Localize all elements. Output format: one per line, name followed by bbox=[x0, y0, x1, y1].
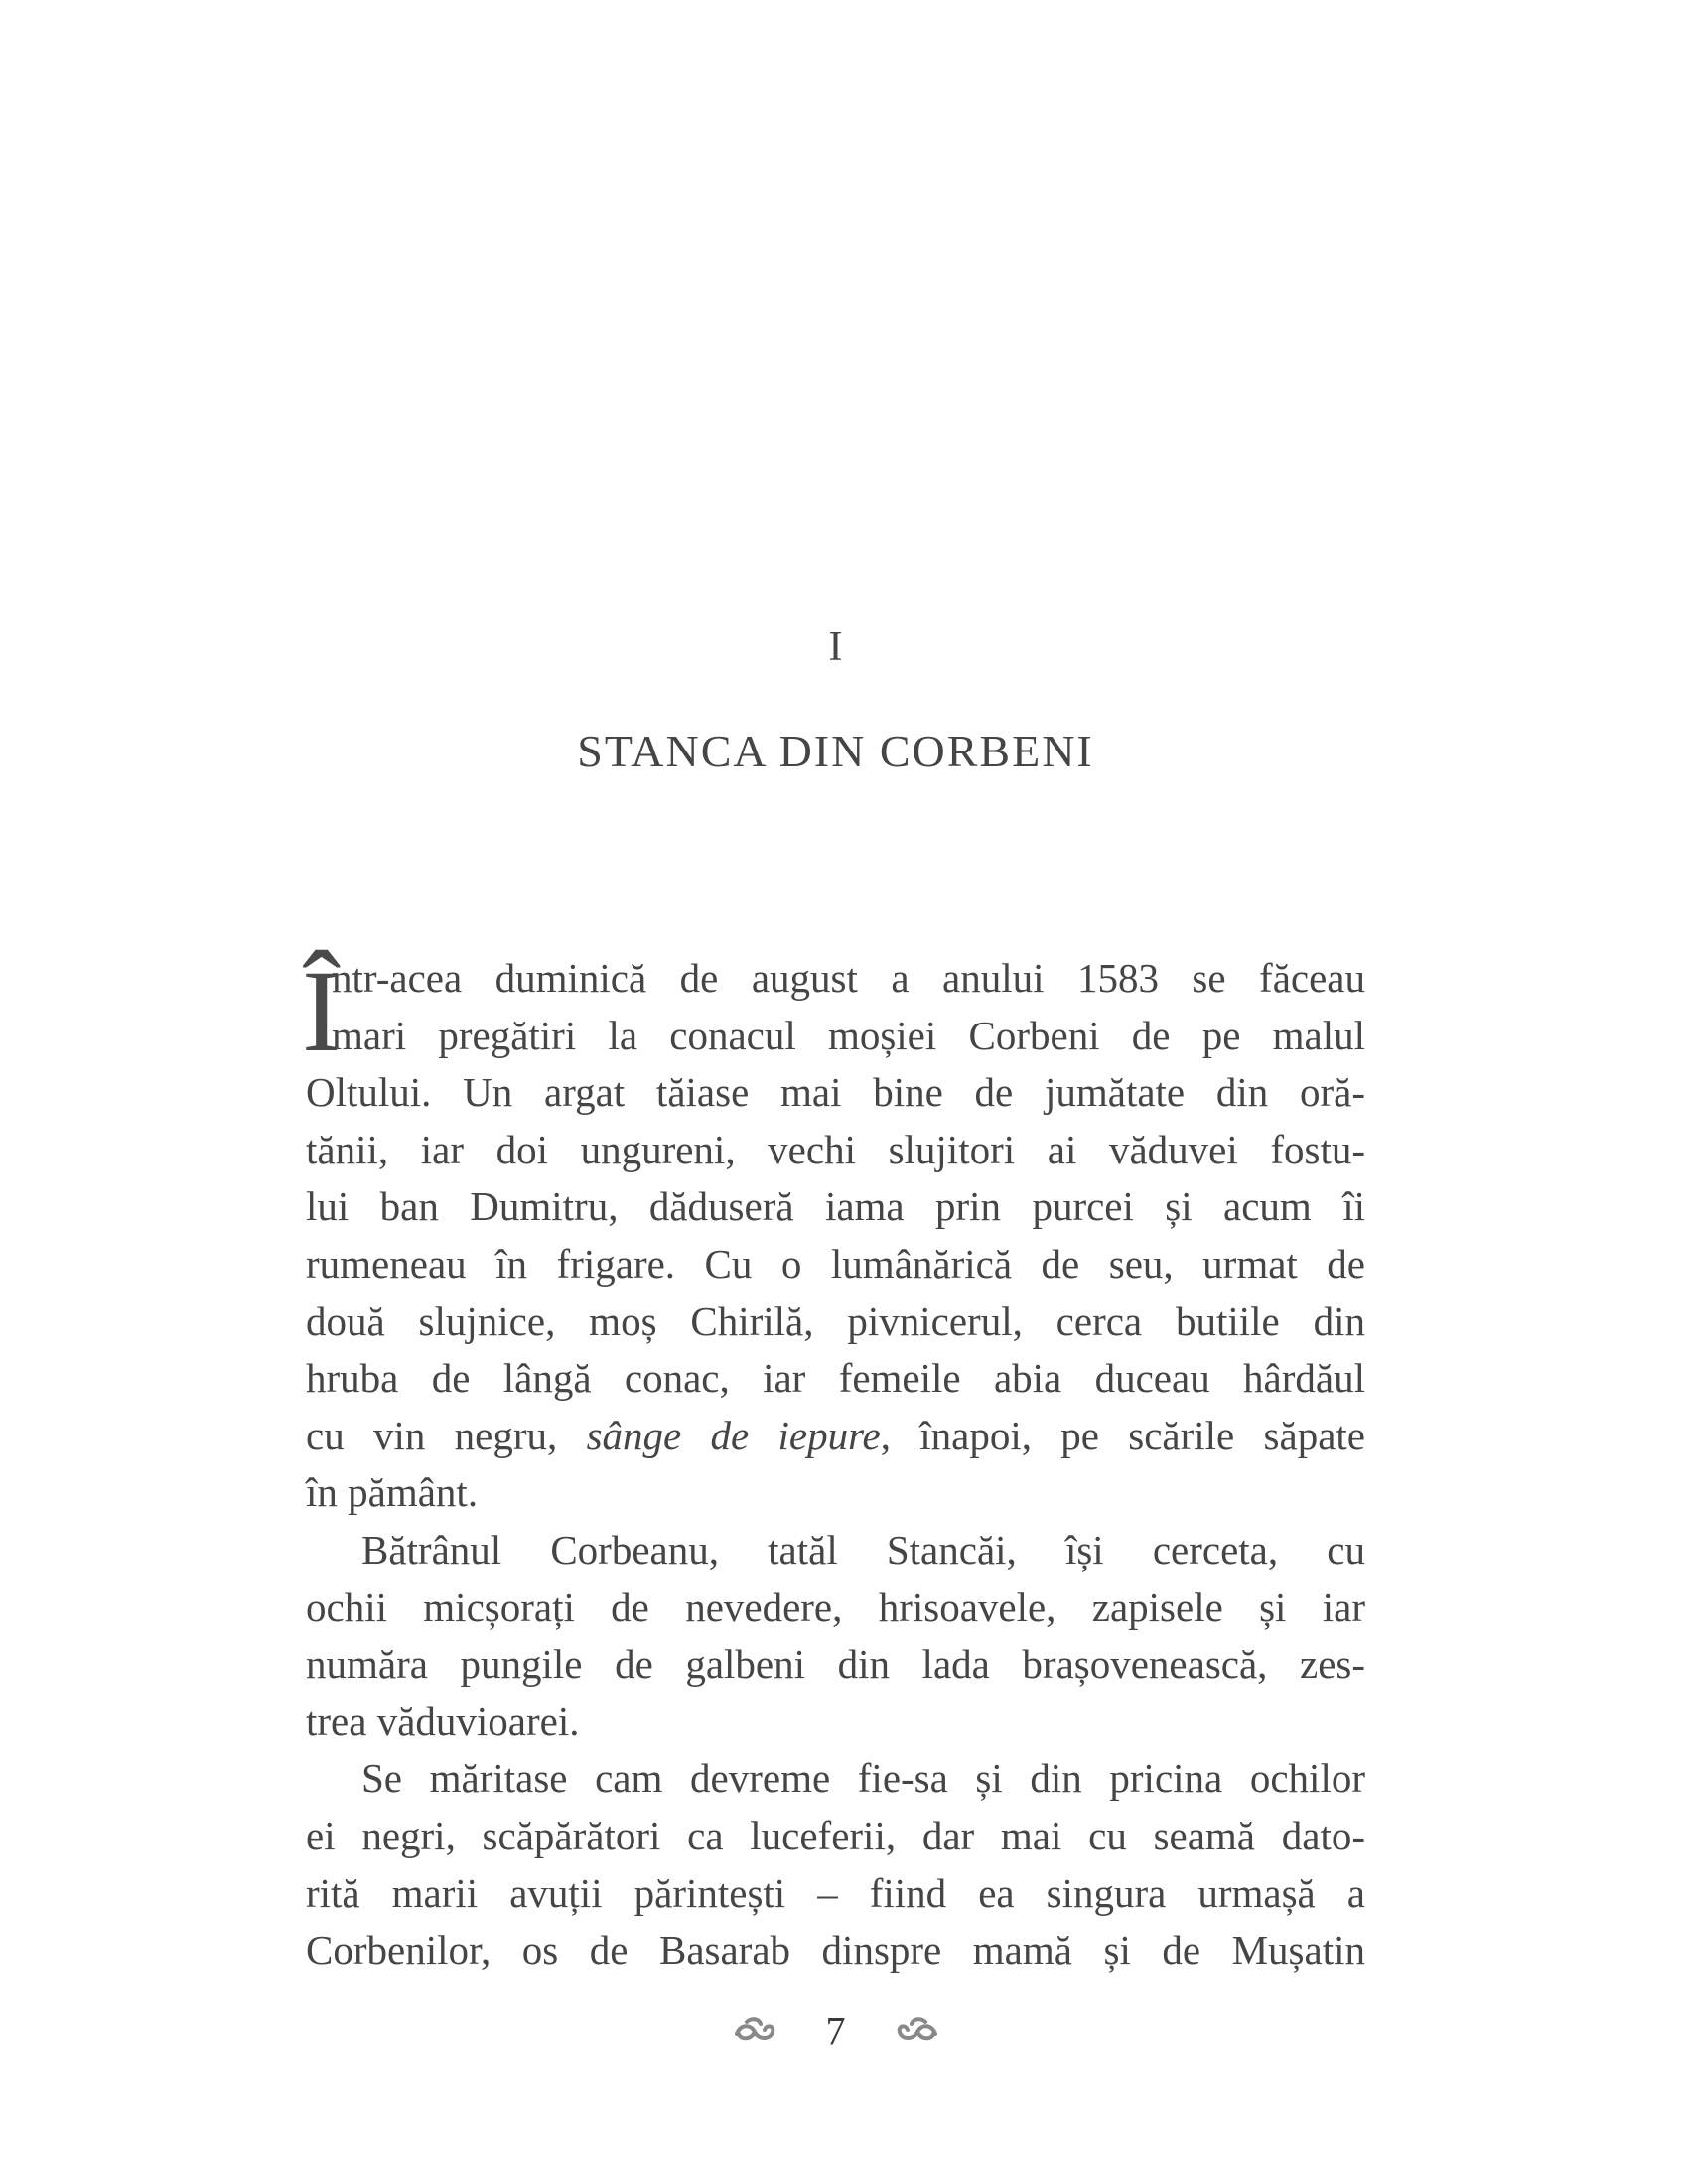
text-line: ntr-acea duminică de august a anului 1583 se făceau bbox=[332, 955, 1365, 1001]
text-line: în pământ. bbox=[306, 1469, 479, 1516]
fleuron-left-icon bbox=[733, 2007, 776, 2054]
text-segment: , înapoi, pe scările săpate bbox=[880, 1412, 1365, 1458]
fleuron-right-icon bbox=[896, 2007, 939, 2054]
text-line: ei negri, scăpărători ca luceferii, dar mai cu seamă dato- bbox=[306, 1812, 1365, 1858]
text-segment: cu vin negru, bbox=[306, 1412, 587, 1458]
text-line: număra pungile de galbeni din lada brașovenească, zes- bbox=[306, 1641, 1365, 1688]
text-line: Oltului. Un argat tăiase mai bine de jumătate din oră- bbox=[306, 1069, 1365, 1116]
text-line: Se măritase cam devreme fie-sa și din pricina ochilor bbox=[361, 1755, 1365, 1802]
text-line: Bătrânul Corbeanu, tatăl Stancăi, își cerceta, cu bbox=[361, 1526, 1365, 1572]
text-line: mari pregătiri la conacul moșiei Corbeni de pe malul bbox=[332, 1012, 1365, 1058]
body-text bbox=[302, 946, 1365, 1979]
text-line: hruba de lângă conac, iar femeile abia duceau hârdăul bbox=[306, 1355, 1365, 1402]
text-line: rumeneau în frigare. Cu o lumânărică de seu, urmat de bbox=[306, 1240, 1365, 1287]
page-number: 7 bbox=[825, 2008, 846, 2054]
text-line: ochii micșorați de nevedere, hrisoavele, zapisele și iar bbox=[306, 1583, 1365, 1630]
italic-phrase: sânge de iepure bbox=[586, 1412, 881, 1458]
text-line: două slujnice, moș Chirilă, pivnicerul, cerca butiile din bbox=[306, 1297, 1365, 1344]
page-footer bbox=[0, 2003, 1671, 2054]
chapter-number: I bbox=[828, 624, 843, 670]
text-line: rită marii avuții părintești – fiind ea singura urmașă a bbox=[306, 1869, 1365, 1916]
text-line: lui ban Dumitru, dăduseră iama prin purcei și acum îi bbox=[306, 1183, 1365, 1230]
text-line: tănii, iar doi ungureni, vechi slujitori ai văduvei fostu- bbox=[306, 1126, 1365, 1172]
text-line: trea văduvioarei. bbox=[306, 1698, 580, 1744]
text-line: Corbenilor, os de Basarab dinspre mamă și de Mușatin bbox=[306, 1927, 1365, 1974]
chapter-title: STANCA DIN CORBENI bbox=[577, 726, 1094, 776]
text-line bbox=[306, 1408, 1365, 1465]
drop-cap: Î bbox=[302, 946, 342, 1076]
